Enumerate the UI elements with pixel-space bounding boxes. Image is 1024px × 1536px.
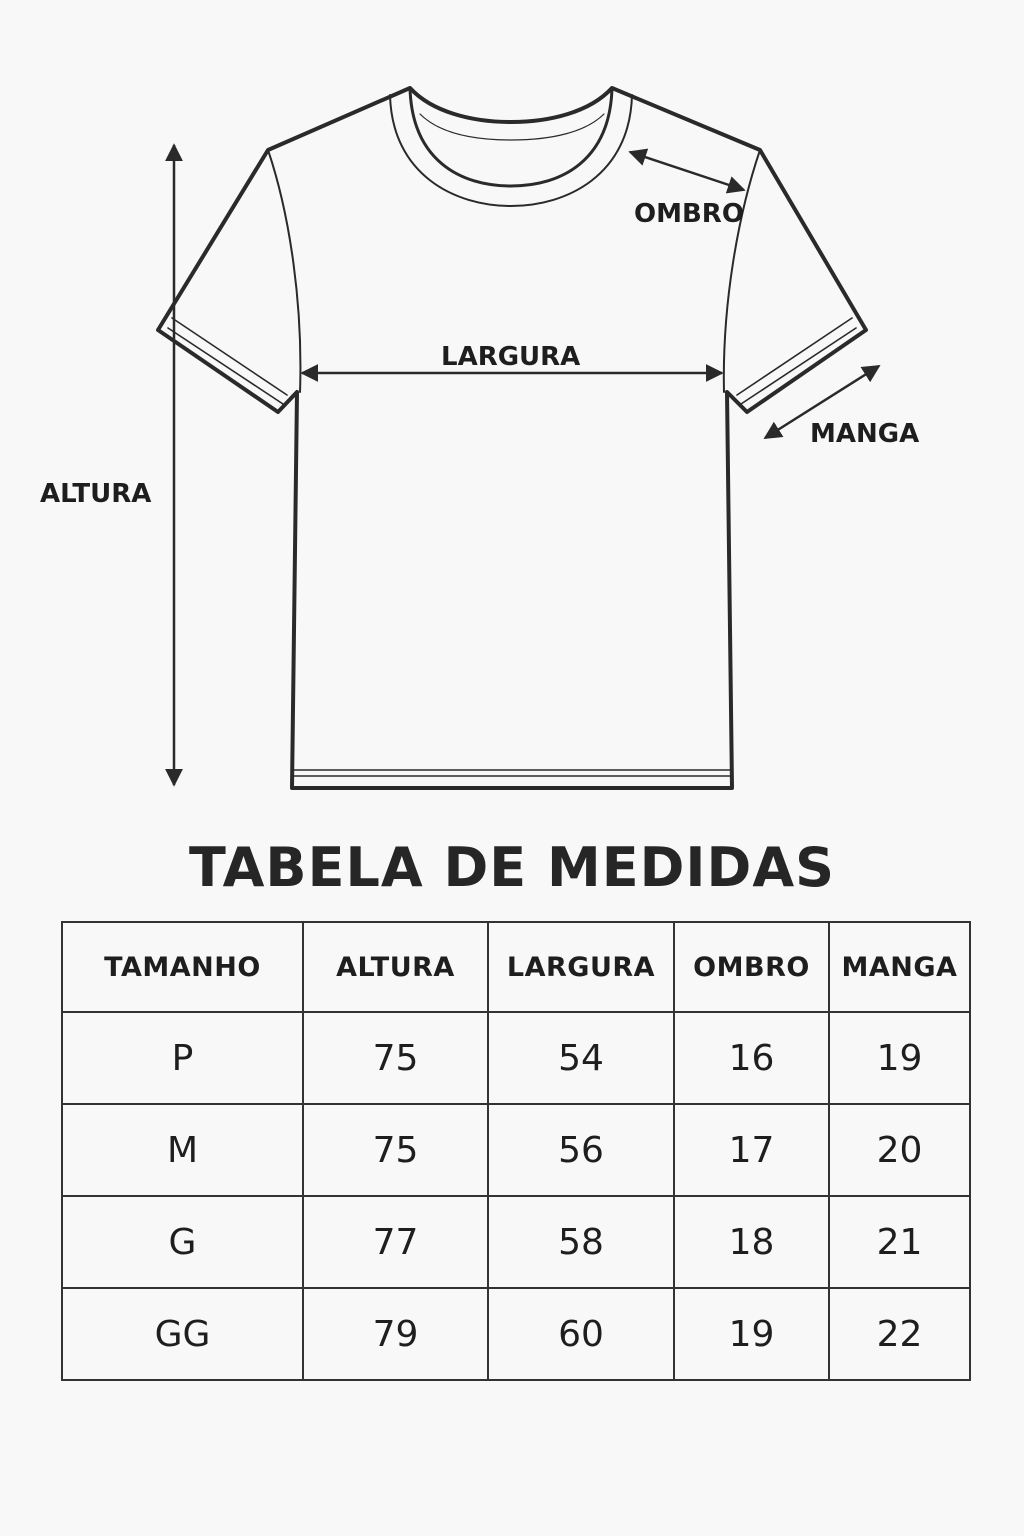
- cell-ombro: 16: [674, 1012, 829, 1104]
- tshirt-outline: [158, 88, 866, 788]
- cell-ombro: 18: [674, 1196, 829, 1288]
- cell-largura: 60: [488, 1288, 674, 1380]
- table-row: [62, 1196, 970, 1288]
- cell-tamanho: P: [62, 1012, 303, 1104]
- cell-tamanho: M: [62, 1104, 303, 1196]
- cell-largura: 56: [488, 1104, 674, 1196]
- left-sleeve-hem-1: [172, 318, 287, 395]
- cell-manga: 20: [829, 1104, 970, 1196]
- collar-inner: [410, 88, 612, 186]
- header-largura: LARGURA: [488, 922, 674, 1012]
- cell-altura: 79: [303, 1288, 488, 1380]
- size-table: [61, 921, 971, 1381]
- collar-outer: [390, 95, 632, 206]
- header-manga: MANGA: [829, 922, 970, 1012]
- cell-manga: 21: [829, 1196, 970, 1288]
- table-row: [62, 1288, 970, 1380]
- left-sleeve-hem-2: [168, 328, 283, 404]
- left-armhole-seam: [268, 150, 300, 392]
- cell-tamanho: G: [62, 1196, 303, 1288]
- cell-largura: 58: [488, 1196, 674, 1288]
- measurement-arrows: [174, 145, 879, 785]
- largura-label: LARGURA: [441, 342, 581, 372]
- collar-stitch: [420, 114, 604, 140]
- table-header-row: [62, 922, 970, 1012]
- cell-altura: 75: [303, 1012, 488, 1104]
- size-table-title: TABELA DE MEDIDAS: [188, 836, 836, 899]
- cell-ombro: 19: [674, 1288, 829, 1380]
- manga-label: MANGA: [810, 419, 920, 449]
- cell-altura: 75: [303, 1104, 488, 1196]
- cell-manga: 19: [829, 1012, 970, 1104]
- header-altura: ALTURA: [303, 922, 488, 1012]
- cell-manga: 22: [829, 1288, 970, 1380]
- ombro-label: OMBRO: [634, 199, 744, 229]
- table-row: [62, 1104, 970, 1196]
- header-tamanho: TAMANHO: [62, 922, 303, 1012]
- cell-ombro: 17: [674, 1104, 829, 1196]
- table-row: [62, 1012, 970, 1104]
- cell-largura: 54: [488, 1012, 674, 1104]
- ombro-arrow: [630, 152, 744, 190]
- tshirt-body-outline: [158, 88, 866, 788]
- cell-tamanho: GG: [62, 1288, 303, 1380]
- header-ombro: OMBRO: [674, 922, 829, 1012]
- cell-altura: 77: [303, 1196, 488, 1288]
- altura-label: ALTURA: [40, 479, 152, 509]
- right-sleeve-hem-1: [737, 318, 852, 395]
